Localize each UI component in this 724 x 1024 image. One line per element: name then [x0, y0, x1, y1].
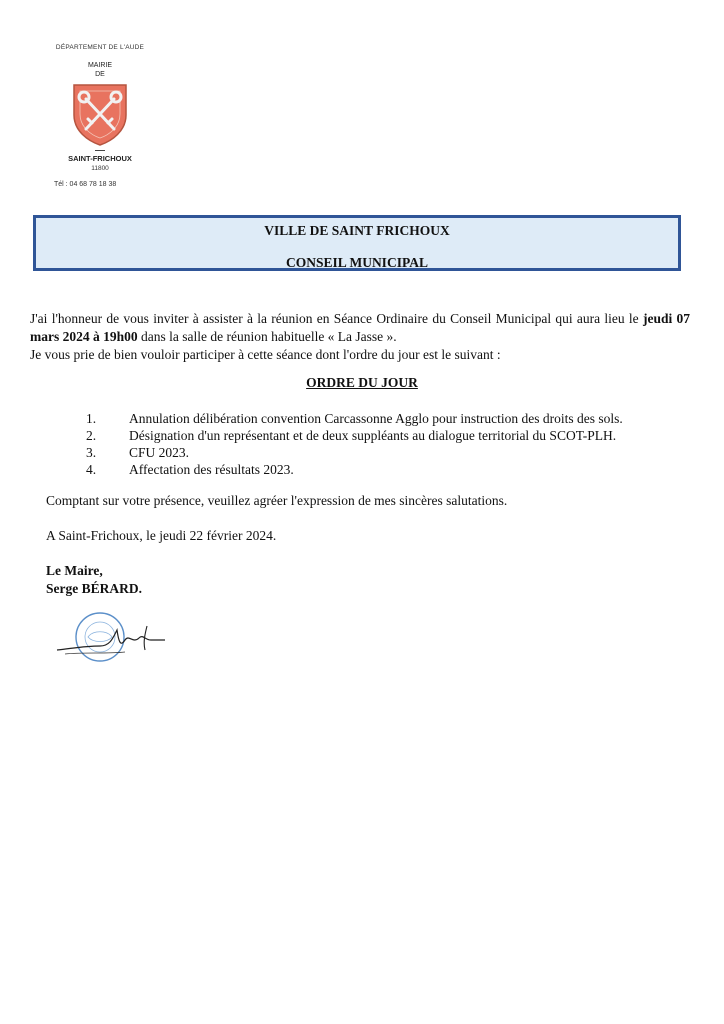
- intro-text-1: J'ai l'honneur de vous inviter à assister à la réunion en Séance Ordinaire du Conseil Municipal qui aura lieu le: [30, 311, 643, 326]
- agenda-item-number: 3.: [86, 445, 97, 460]
- department-label: DÉPARTEMENT DE L'AUDE: [55, 44, 145, 51]
- banner-city: VILLE DE SAINT FRICHOUX: [264, 223, 450, 238]
- agenda-item-text: Affectation des résultats 2023.: [129, 462, 294, 477]
- agenda-item: [86, 461, 623, 478]
- agenda-list: [86, 410, 623, 478]
- mairie-label: [40, 61, 160, 79]
- intro-text-3: Je vous prie de bien vouloir participer à cette séance dont l'ordre du jour est le suivant :: [30, 347, 501, 362]
- signatory-title: Le Maire,: [46, 563, 103, 578]
- agenda-item-number: 1.: [86, 411, 97, 426]
- signatory-name: Serge BÉRARD.: [46, 581, 142, 596]
- signatory: [46, 562, 142, 598]
- agenda-item-text: Désignation d'un représentant et de deux suppléants au dialogue territorial du SCOT-PLH.: [129, 428, 617, 443]
- agenda-item: [86, 427, 623, 444]
- town-name: SAINT-FRICHOUX: [68, 154, 132, 163]
- letterhead: [40, 44, 160, 172]
- agenda-item-number: 4.: [86, 462, 97, 477]
- invitation-paragraph: [30, 310, 690, 364]
- agenda-item: [86, 444, 623, 461]
- postal-code: 11800: [91, 165, 109, 172]
- closing-salutation: Comptant sur votre présence, veuillez agréer l'expression de mes sincères salutations.: [46, 493, 508, 508]
- meeting-datetime: jeudi 07 mars 2024 à 19h00: [30, 311, 690, 344]
- agenda-item-text: CFU 2023.: [129, 445, 190, 460]
- agenda-item-number: 2.: [86, 428, 97, 443]
- mairie-line1: MAIRIE: [87, 62, 113, 69]
- agenda-title: ORDRE DU JOUR: [306, 375, 418, 390]
- intro-text-2: dans la salle de réunion habituelle « La Jasse ».: [137, 329, 397, 344]
- place-and-date: A Saint-Frichoux, le jeudi 22 février 2024.: [46, 528, 277, 543]
- agenda-item: [86, 410, 623, 427]
- mairie-line2: DE: [95, 71, 105, 78]
- phone-number: Tél : 04 68 78 18 38: [54, 181, 117, 188]
- separator: [95, 150, 105, 151]
- stamp-signature-icon: [55, 610, 170, 670]
- agenda-item-text: Annulation délibération convention Carcassonne Agglo pour instruction des droits des sols.: [129, 411, 623, 426]
- banner-council: CONSEIL MUNICIPAL: [286, 255, 428, 270]
- title-banner: [33, 215, 681, 271]
- coat-of-arms-icon: [68, 81, 132, 147]
